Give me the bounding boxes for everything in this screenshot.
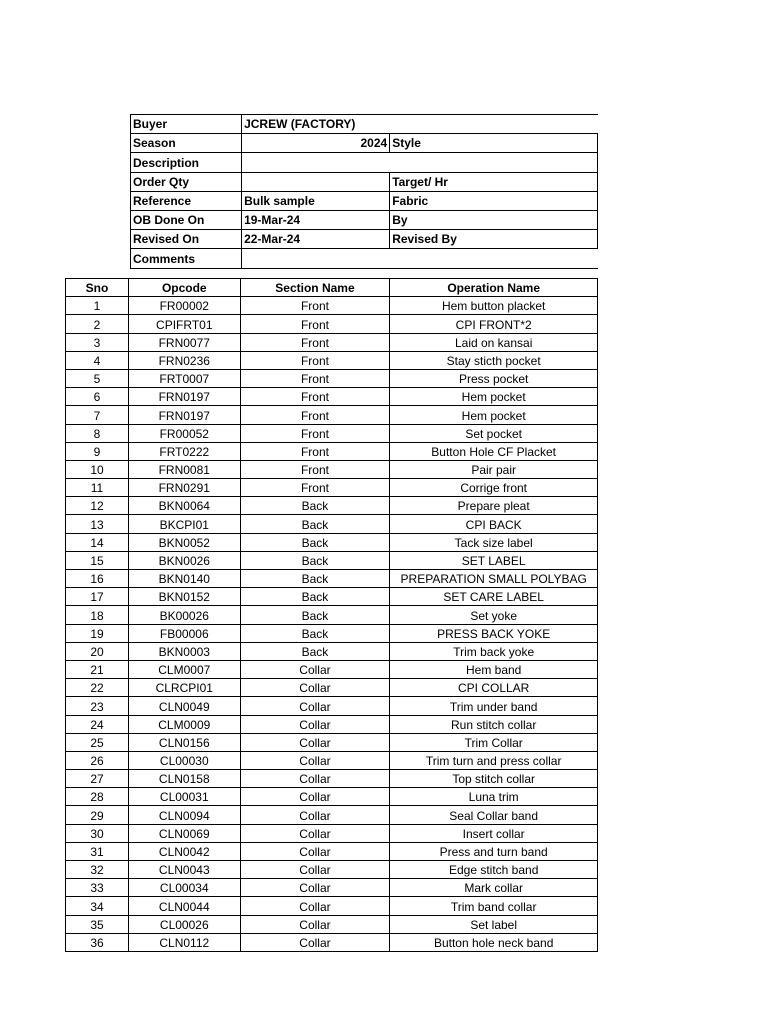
table-row (66, 642, 598, 660)
table-row (66, 497, 598, 515)
column-header-section-name: Section Name (240, 279, 390, 297)
cell-opcode: BKN0140 (129, 570, 241, 588)
cell-sno: 2 (66, 315, 129, 333)
cell-opcode: CPIFRT01 (129, 315, 241, 333)
buyer-label: Buyer (131, 115, 242, 134)
reference-row (131, 191, 598, 210)
cell-section-name: Front (240, 333, 390, 351)
cell-opcode: CLN0112 (129, 933, 241, 951)
cell-section-name: Front (240, 388, 390, 406)
cell-section-name: Collar (240, 770, 390, 788)
cell-section-name: Collar (240, 733, 390, 751)
target-label: Target/ Hr (390, 172, 598, 191)
column-header-operation-name: Operation Name (390, 279, 598, 297)
table-row (66, 606, 598, 624)
cell-section-name: Collar (240, 861, 390, 879)
season-label: Season (131, 134, 242, 153)
cell-section-name: Front (240, 460, 390, 478)
buyer-row (131, 115, 598, 134)
cell-opcode: FB00006 (129, 624, 241, 642)
revised-on-label: Revised On (131, 230, 242, 249)
comments-label: Comments (131, 249, 242, 268)
cell-section-name: Collar (240, 824, 390, 842)
cell-opcode: CLN0158 (129, 770, 241, 788)
description-label: Description (131, 153, 242, 172)
cell-section-name: Back (240, 642, 390, 660)
cell-operation-name: Stay sticth pocket (390, 351, 598, 369)
table-row (66, 333, 598, 351)
cell-operation-name: Corrige front (390, 479, 598, 497)
order-info-table (130, 114, 598, 269)
cell-sno: 28 (66, 788, 129, 806)
cell-operation-name: Hem pocket (390, 406, 598, 424)
cell-section-name: Back (240, 606, 390, 624)
table-row (66, 442, 598, 460)
column-header-opcode: Opcode (129, 279, 241, 297)
table-row (66, 533, 598, 551)
table-row (66, 824, 598, 842)
cell-sno: 30 (66, 824, 129, 842)
table-row (66, 297, 598, 315)
table-row (66, 788, 598, 806)
cell-opcode: FR00052 (129, 424, 241, 442)
cell-sno: 35 (66, 915, 129, 933)
cell-opcode: BKN0026 (129, 551, 241, 569)
operations-header-row (66, 279, 598, 297)
cell-section-name: Collar (240, 715, 390, 733)
table-row (66, 406, 598, 424)
cell-operation-name: Button hole neck band (390, 933, 598, 951)
cell-section-name: Back (240, 570, 390, 588)
cell-opcode: CLM0007 (129, 660, 241, 678)
cell-operation-name: Pair pair (390, 460, 598, 478)
cell-operation-name: Set yoke (390, 606, 598, 624)
cell-sno: 18 (66, 606, 129, 624)
cell-operation-name: Trim Collar (390, 733, 598, 751)
cell-sno: 19 (66, 624, 129, 642)
cell-operation-name: PRESS BACK YOKE (390, 624, 598, 642)
cell-operation-name: CPI FRONT*2 (390, 315, 598, 333)
cell-sno: 16 (66, 570, 129, 588)
cell-sno: 31 (66, 842, 129, 860)
cell-opcode: BKCPI01 (129, 515, 241, 533)
cell-opcode: CLRCPI01 (129, 679, 241, 697)
cell-opcode: BKN0152 (129, 588, 241, 606)
cell-operation-name: Prepare pleat (390, 497, 598, 515)
cell-sno: 20 (66, 642, 129, 660)
cell-section-name: Front (240, 315, 390, 333)
fabric-label: Fabric (390, 191, 598, 210)
cell-opcode: BKN0003 (129, 642, 241, 660)
cell-section-name: Back (240, 588, 390, 606)
cell-sno: 36 (66, 933, 129, 951)
cell-operation-name: Button Hole CF Placket (390, 442, 598, 460)
cell-operation-name: Luna trim (390, 788, 598, 806)
cell-sno: 26 (66, 751, 129, 769)
cell-opcode: CLN0156 (129, 733, 241, 751)
table-row (66, 424, 598, 442)
cell-sno: 1 (66, 297, 129, 315)
cell-section-name: Front (240, 442, 390, 460)
table-row (66, 715, 598, 733)
cell-section-name: Collar (240, 842, 390, 860)
cell-opcode: FRT0222 (129, 442, 241, 460)
table-row (66, 861, 598, 879)
table-row (66, 588, 598, 606)
table-row (66, 806, 598, 824)
table-row (66, 369, 598, 387)
table-row (66, 679, 598, 697)
table-row (66, 733, 598, 751)
table-row (66, 897, 598, 915)
season-row (131, 134, 598, 153)
cell-section-name: Back (240, 551, 390, 569)
table-row (66, 842, 598, 860)
cell-section-name: Collar (240, 660, 390, 678)
table-row (66, 551, 598, 569)
cell-sno: 32 (66, 861, 129, 879)
cell-operation-name: Hem pocket (390, 388, 598, 406)
description-row (131, 153, 598, 172)
cell-operation-name: CPI COLLAR (390, 679, 598, 697)
table-row (66, 915, 598, 933)
cell-opcode: CL00030 (129, 751, 241, 769)
cell-opcode: CLN0094 (129, 806, 241, 824)
cell-sno: 5 (66, 369, 129, 387)
cell-sno: 22 (66, 679, 129, 697)
cell-section-name: Front (240, 297, 390, 315)
cell-operation-name: Seal Collar band (390, 806, 598, 824)
cell-sno: 34 (66, 897, 129, 915)
cell-sno: 17 (66, 588, 129, 606)
cell-opcode: CLN0069 (129, 824, 241, 842)
season-value: 2024 (242, 134, 390, 153)
revised-by-label: Revised By (390, 230, 598, 249)
cell-sno: 7 (66, 406, 129, 424)
operations-body (66, 297, 598, 952)
cell-section-name: Collar (240, 679, 390, 697)
cell-operation-name: Trim band collar (390, 897, 598, 915)
ob-done-row (131, 210, 598, 229)
cell-opcode: FRN0197 (129, 406, 241, 424)
cell-sno: 33 (66, 879, 129, 897)
cell-sno: 23 (66, 697, 129, 715)
order-qty-value (242, 172, 390, 191)
cell-operation-name: Run stitch collar (390, 715, 598, 733)
cell-section-name: Collar (240, 915, 390, 933)
cell-sno: 15 (66, 551, 129, 569)
revised-row (131, 230, 598, 249)
column-header-sno: Sno (66, 279, 129, 297)
table-row (66, 515, 598, 533)
cell-section-name: Collar (240, 788, 390, 806)
cell-sno: 24 (66, 715, 129, 733)
cell-sno: 11 (66, 479, 129, 497)
cell-opcode: FRN0291 (129, 479, 241, 497)
cell-section-name: Front (240, 424, 390, 442)
cell-operation-name: Set pocket (390, 424, 598, 442)
cell-operation-name: Press and turn band (390, 842, 598, 860)
description-value (242, 153, 598, 172)
table-row (66, 388, 598, 406)
cell-opcode: CLN0044 (129, 897, 241, 915)
cell-sno: 3 (66, 333, 129, 351)
cell-section-name: Back (240, 533, 390, 551)
order-qty-row (131, 172, 598, 191)
cell-operation-name: Insert collar (390, 824, 598, 842)
cell-operation-name: Hem button placket (390, 297, 598, 315)
cell-operation-name: PREPARATION SMALL POLYBAG (390, 570, 598, 588)
cell-sno: 13 (66, 515, 129, 533)
cell-operation-name: Trim under band (390, 697, 598, 715)
cell-section-name: Front (240, 369, 390, 387)
cell-operation-name: Set label (390, 915, 598, 933)
cell-operation-name: Tack size label (390, 533, 598, 551)
cell-opcode: CLM0009 (129, 715, 241, 733)
table-row (66, 460, 598, 478)
revised-on-value: 22-Mar-24 (242, 230, 390, 249)
cell-operation-name: CPI BACK (390, 515, 598, 533)
by-label: By (390, 210, 598, 229)
cell-section-name: Collar (240, 897, 390, 915)
comments-row (131, 249, 598, 268)
cell-sno: 14 (66, 533, 129, 551)
cell-section-name: Collar (240, 806, 390, 824)
cell-section-name: Back (240, 497, 390, 515)
cell-opcode: BKN0064 (129, 497, 241, 515)
cell-sno: 10 (66, 460, 129, 478)
cell-opcode: FRN0081 (129, 460, 241, 478)
cell-opcode: BK00026 (129, 606, 241, 624)
cell-operation-name: Hem band (390, 660, 598, 678)
cell-opcode: CL00031 (129, 788, 241, 806)
reference-label: Reference (131, 191, 242, 210)
cell-opcode: FRN0197 (129, 388, 241, 406)
cell-opcode: CLN0049 (129, 697, 241, 715)
cell-operation-name: Trim turn and press collar (390, 751, 598, 769)
cell-sno: 6 (66, 388, 129, 406)
table-row (66, 770, 598, 788)
buyer-value: JCREW (FACTORY) (242, 115, 598, 134)
ob-done-value: 19-Mar-24 (242, 210, 390, 229)
order-qty-label: Order Qty (131, 172, 242, 191)
table-row (66, 660, 598, 678)
cell-opcode: CLN0042 (129, 842, 241, 860)
cell-section-name: Back (240, 624, 390, 642)
cell-operation-name: Laid on kansai (390, 333, 598, 351)
cell-section-name: Front (240, 479, 390, 497)
cell-section-name: Collar (240, 697, 390, 715)
cell-section-name: Collar (240, 751, 390, 769)
cell-sno: 8 (66, 424, 129, 442)
cell-operation-name: Trim back yoke (390, 642, 598, 660)
cell-sno: 29 (66, 806, 129, 824)
cell-sno: 12 (66, 497, 129, 515)
cell-section-name: Front (240, 351, 390, 369)
table-row (66, 570, 598, 588)
cell-opcode: FRN0236 (129, 351, 241, 369)
cell-operation-name: Press pocket (390, 369, 598, 387)
cell-operation-name: Mark collar (390, 879, 598, 897)
cell-operation-name: SET LABEL (390, 551, 598, 569)
cell-sno: 21 (66, 660, 129, 678)
cell-operation-name: Top stitch collar (390, 770, 598, 788)
cell-section-name: Front (240, 406, 390, 424)
comments-value (242, 249, 598, 268)
cell-opcode: FR00002 (129, 297, 241, 315)
cell-sno: 27 (66, 770, 129, 788)
ob-done-label: OB Done On (131, 210, 242, 229)
cell-opcode: FRT0007 (129, 369, 241, 387)
cell-section-name: Collar (240, 879, 390, 897)
cell-operation-name: Edge stitch band (390, 861, 598, 879)
cell-opcode: CL00026 (129, 915, 241, 933)
cell-opcode: FRN0077 (129, 333, 241, 351)
cell-sno: 9 (66, 442, 129, 460)
cell-sno: 25 (66, 733, 129, 751)
table-row (66, 624, 598, 642)
table-row (66, 697, 598, 715)
table-row (66, 879, 598, 897)
reference-value: Bulk sample (242, 191, 390, 210)
cell-sno: 4 (66, 351, 129, 369)
table-row (66, 479, 598, 497)
style-label: Style (390, 134, 598, 153)
table-row (66, 351, 598, 369)
cell-opcode: BKN0052 (129, 533, 241, 551)
table-row (66, 751, 598, 769)
cell-section-name: Collar (240, 933, 390, 951)
operations-table (65, 278, 598, 952)
cell-operation-name: SET CARE LABEL (390, 588, 598, 606)
cell-section-name: Back (240, 515, 390, 533)
cell-opcode: CL00034 (129, 879, 241, 897)
table-row (66, 315, 598, 333)
cell-opcode: CLN0043 (129, 861, 241, 879)
table-row (66, 933, 598, 951)
